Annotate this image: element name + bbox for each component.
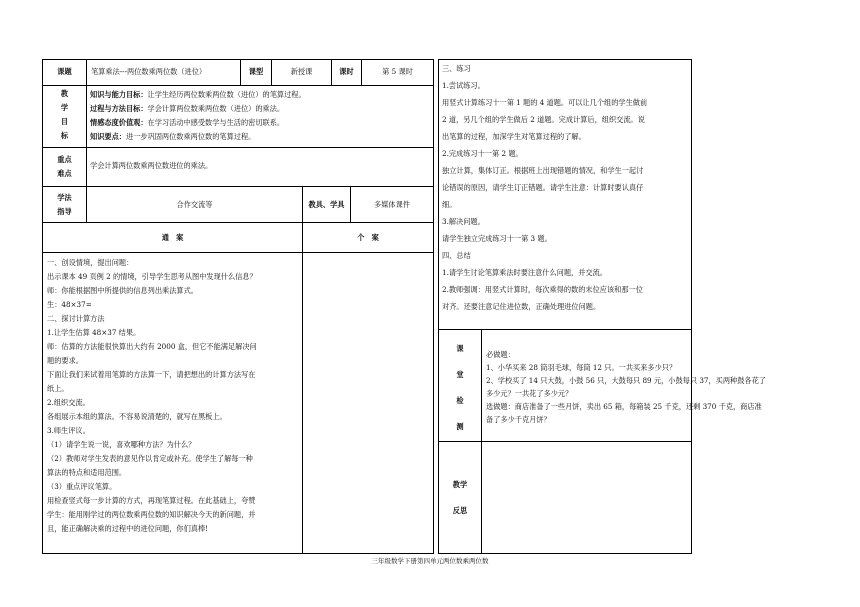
keypoints-text: 学会计算两位数乘两位数进位的乘法。	[90, 161, 213, 170]
test-line: 必做题：	[486, 350, 515, 359]
plan-line: 1.让学生估算 48×37 结果。	[47, 328, 141, 337]
plan-line: 一、创设情境，提出问题：	[47, 258, 134, 267]
plan-line: 算法的特点和适用范围。	[47, 468, 127, 477]
goal-row: 情感态度价值观：在学习活动中感受数学与生活的密切联系。	[90, 118, 285, 127]
type-label: 课型	[248, 67, 264, 76]
practice-line: 1.尝试练习。	[442, 81, 485, 90]
plan-line: 3.师生评议。	[47, 426, 90, 435]
practice-line: 对齐。还要注意记住进位数，正确处理进位问题。	[442, 302, 601, 311]
plan-line: 下面让我们来试着用笔算的方法算一下，请把想出的计算方法写在	[47, 370, 256, 379]
practice-line: 3.解决问题。	[442, 217, 485, 226]
plan-line: 二、探讨计算方法	[47, 314, 105, 323]
plan-line: 师：你能根据图中所提供的信息列出乘法算式。	[47, 286, 198, 295]
practice-line: 1.请学生讨论笔算乘法时要注意什么问题，并交流。	[442, 268, 607, 277]
practice-line: 出笔算的过程，加深学生对笔算过程的了解。	[442, 132, 586, 141]
test-line: 多少元？一共花了多少元？	[486, 389, 573, 398]
practice-line: 2.完成练习十一第 2 题。	[442, 149, 523, 158]
goal-row: 过程与方法目标：学会计算两位数乘两位数（进位）的乘法。	[90, 104, 285, 113]
plan-line: 纸上。	[47, 384, 69, 393]
period-value: 第 5 课时	[382, 67, 413, 76]
goal-row: 知识与能力目标：让学生经历两位数乘两位数（进位）的笔算过程。	[90, 90, 306, 99]
practice-line: 论错误的原因，请学生订正错题。请学生注意：计算时要认真仔	[442, 183, 644, 192]
course-label: 课题	[57, 67, 72, 76]
test-line: 1、小华买来 28 筒羽毛球，每筒 12 只。一共买来多少只？	[486, 363, 677, 372]
plan-line: 师：估算的方法能很快算出大约有 2000 盒，但它不能满足解决问	[47, 342, 257, 351]
practice-line: 独立计算，集体订正。根据班上出现错题的情况，和学生一起讨	[442, 166, 644, 175]
test-line: 2、学校买了 14 只大鼓，小鼓 56 只，大鼓每只 89 元，小鼓每只 37，买两种鼓各花了	[486, 376, 766, 385]
practice-line: 2 道，另几个组的学生做后 2 道题。完成计算后，组织交流。说	[442, 115, 645, 124]
plan-line: 2.组织交流。	[47, 398, 90, 407]
tools-label: 教具、学具	[308, 200, 345, 209]
page-footer: 三年级数学下册第四单元两位数乘两位数	[371, 557, 489, 565]
plan-line: （2）教师对学生发表的意见作以肯定或补充。使学生了解每一种	[47, 454, 253, 463]
plan-line: （3）重点评议笔算。	[47, 482, 117, 491]
practice-line: 2.教师强调：用竖式计算时，每次乘得的数的末位应该和那一位	[442, 285, 643, 294]
plan-line: 生：48×37=	[47, 300, 92, 309]
practice-line: 用竖式计算练习十一第 1 题的 4 道题。可以让几个组的学生做前	[442, 98, 648, 107]
plan-line: 且，能正确解决乘的过程中的进位问题，你们真棒!	[47, 524, 209, 533]
method-value: 合作交流等	[176, 200, 213, 209]
common-plan-heading: 通 案	[161, 233, 184, 242]
personal-plan-heading: 个 案	[357, 233, 379, 242]
practice-line: 请学生独立完成练习十一第 3 题。	[442, 234, 552, 243]
plan-line: （1）请学生说一说，喜欢哪种方法？为什么？	[47, 440, 196, 449]
plan-line: 用检查竖式每一步计算的方式，再现笔算过程。在此基础上，夸赞	[47, 496, 256, 505]
practice-line: 四、总结	[442, 251, 471, 260]
test-line: 备了多少千克月饼？	[486, 415, 551, 424]
plan-line: 出示课本 49 页例 2 的情境，引导学生思考从图中发现什么信息？	[47, 272, 257, 281]
plan-line: 题的要求。	[47, 356, 83, 365]
type-value: 新授课	[290, 67, 313, 76]
plan-line: 学生：能用刚学过的两位数乘两位数的知识解决今天的新问题，并	[47, 510, 256, 519]
course-title: 笔算乘法---两位数乘两位数（进位）	[91, 67, 207, 76]
tools-value: 多媒体课件	[374, 200, 410, 209]
practice-line: 三、练习	[442, 64, 471, 73]
test-line: 选做题：商店准备了一些月饼，卖出 65 箱，每箱装 25 千克，还剩 370 千克，商店准	[486, 402, 762, 411]
goal-row: 知识要点：进一步巩固两位数乘两位数的笔算过程。	[90, 132, 256, 141]
practice-line: 细。	[442, 200, 457, 209]
period-label: 课时	[339, 67, 354, 76]
plan-line: 各组展示本组的算法。不容易说清楚的，就写在黑板上。	[47, 412, 227, 421]
